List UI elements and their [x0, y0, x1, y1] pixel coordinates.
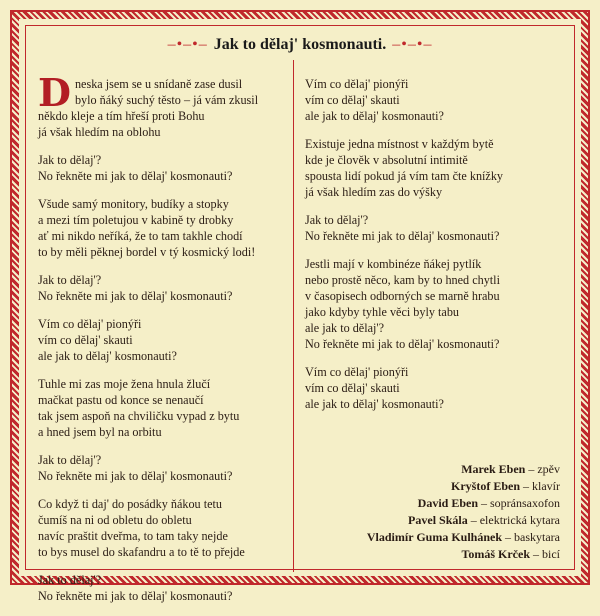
lyric-line: to by měli pěknej bordel v tý kosmický lodi!	[38, 245, 256, 259]
stanza	[305, 364, 560, 412]
lyric-line: to bys musel do skafandru a to tě to přejde	[38, 545, 245, 559]
lyric-line: vím co dělaj' skauti	[305, 381, 400, 395]
lyric-line: Tuhle mi zas moje žena hnula žlučí	[38, 377, 211, 391]
lyric-line: spousta lidí pokud já vím tam čte knížky	[305, 169, 504, 183]
stanza	[305, 76, 560, 124]
credit-name: Marek Eben	[461, 462, 526, 476]
lyric-line: já však hledím na oblohu	[38, 125, 161, 139]
lyric-line: No řekněte mi jak to dělaj' kosmonauti?	[305, 229, 500, 243]
refrain	[38, 572, 293, 604]
title-ornament-left: –•–•–	[167, 36, 208, 53]
credit-role: – zpěv	[525, 462, 560, 476]
credit-role: – klavír	[520, 479, 560, 493]
title-ornament-right: –•–•–	[392, 36, 433, 53]
lyric-line: já však hledím zas do výšky	[305, 185, 443, 199]
title-text: Jak to dělaj' kosmonauti.	[213, 36, 387, 53]
refrain	[38, 272, 293, 304]
lyric-line: Jak to dělaj'?	[38, 453, 102, 467]
lyric-line: neska jsem se u snídaně zase dusil	[74, 77, 243, 91]
lyric-line: navíc praštit dveřma, to tam taky nejde	[38, 529, 228, 543]
refrain	[305, 212, 560, 244]
lyric-line: jako kdyby tyhle věci byly tabu	[305, 305, 460, 319]
lyric-line: někdo kleje a tím hřeší proti Bohu	[38, 109, 205, 123]
refrain	[38, 152, 293, 184]
credit-entry	[367, 529, 560, 546]
lyric-line: Vím co dělaj' pionýři	[305, 365, 409, 379]
lyric-line: ale jak to dělaj' kosmonauti?	[38, 349, 177, 363]
credit-role: – elektrická kytara	[467, 513, 560, 527]
credit-role: – bicí	[530, 547, 560, 561]
lyric-line: Co když ti daj' do posádky ňákou tetu	[38, 497, 222, 511]
lyric-line: Jak to dělaj'?	[38, 573, 102, 587]
credit-entry	[367, 546, 560, 563]
lyric-line: v časopisech odborných se marně hrabu	[305, 289, 500, 303]
lyric-line: Jak to dělaj'?	[305, 213, 369, 227]
lyric-line: vím co dělaj' skauti	[38, 333, 133, 347]
lyric-line: kde je člověk v absolutní intimitě	[305, 153, 468, 167]
stanza	[38, 496, 293, 560]
lyrics-left-column	[38, 70, 293, 616]
lyric-line: Vím co dělaj' pionýři	[305, 77, 409, 91]
credit-entry	[367, 495, 560, 512]
lyric-line: ale jak to dělaj' kosmonauti?	[305, 397, 444, 411]
credit-entry	[367, 461, 560, 478]
credits-list	[367, 461, 560, 563]
stanza	[38, 196, 293, 260]
lyric-line: nebo prostě něco, kam by to hned chytli	[305, 273, 500, 287]
credit-entry	[367, 478, 560, 495]
lyric-line: Jak to dělaj'?	[38, 273, 102, 287]
lyric-line: mačkat pastu od konce se nenaučí	[38, 393, 204, 407]
lyric-line: Existuje jedna místnost v každým bytě	[305, 137, 494, 151]
lyric-line: ale jak to dělaj'?	[305, 321, 385, 335]
page-title	[0, 36, 600, 54]
stanza	[305, 136, 560, 200]
credit-name: David Eben	[417, 496, 479, 510]
lyric-line: ať mi nikdo neříká, že to tam takhle chodí	[38, 229, 243, 243]
lyric-line: bylo ňáký suchý těsto – já vám zkusil	[74, 93, 259, 107]
lyrics-right-column	[305, 76, 560, 424]
drop-cap: D	[38, 70, 71, 115]
stanza	[305, 256, 560, 352]
credit-name: Pavel Skála	[408, 513, 468, 527]
lyric-line: tak jsem aspoň na chviličku vypad z bytu	[38, 409, 240, 423]
lyric-line: No řekněte mi jak to dělaj' kosmonauti?	[38, 469, 233, 483]
lyric-line: ale jak to dělaj' kosmonauti?	[305, 109, 444, 123]
lyric-line: No řekněte mi jak to dělaj' kosmonauti?	[38, 589, 233, 603]
lyric-line: Jestli mají v kombinéze ňákej pytlík	[305, 257, 482, 271]
credit-role: – baskytara	[502, 530, 560, 544]
lyric-line: Všude samý monitory, budíky a stopky	[38, 197, 229, 211]
stanza	[38, 316, 293, 364]
column-divider	[293, 60, 294, 572]
stanza	[38, 70, 293, 140]
lyric-line: a mezi tím poletujou v kabině ty drobky	[38, 213, 234, 227]
lyric-line: čumíš na ni od obletu do obletu	[38, 513, 192, 527]
credit-name: Tomáš Krček	[461, 547, 530, 561]
lyric-line: No řekněte mi jak to dělaj' kosmonauti?	[38, 169, 233, 183]
credit-entry	[367, 512, 560, 529]
lyric-line: Vím co dělaj' pionýři	[38, 317, 142, 331]
lyric-line: Jak to dělaj'?	[38, 153, 102, 167]
lyric-line: a hned jsem byl na orbitu	[38, 425, 162, 439]
stanza	[38, 376, 293, 440]
credit-name: Kryštof Eben	[451, 479, 520, 493]
credit-name: Vladimír Guma Kulhánek	[366, 530, 503, 544]
credit-role: – sopránsaxofon	[478, 496, 560, 510]
lyric-line: No řekněte mi jak to dělaj' kosmonauti?	[305, 337, 500, 351]
lyric-line: No řekněte mi jak to dělaj' kosmonauti?	[38, 289, 233, 303]
refrain	[38, 452, 293, 484]
lyric-line: vím co dělaj' skauti	[305, 93, 400, 107]
